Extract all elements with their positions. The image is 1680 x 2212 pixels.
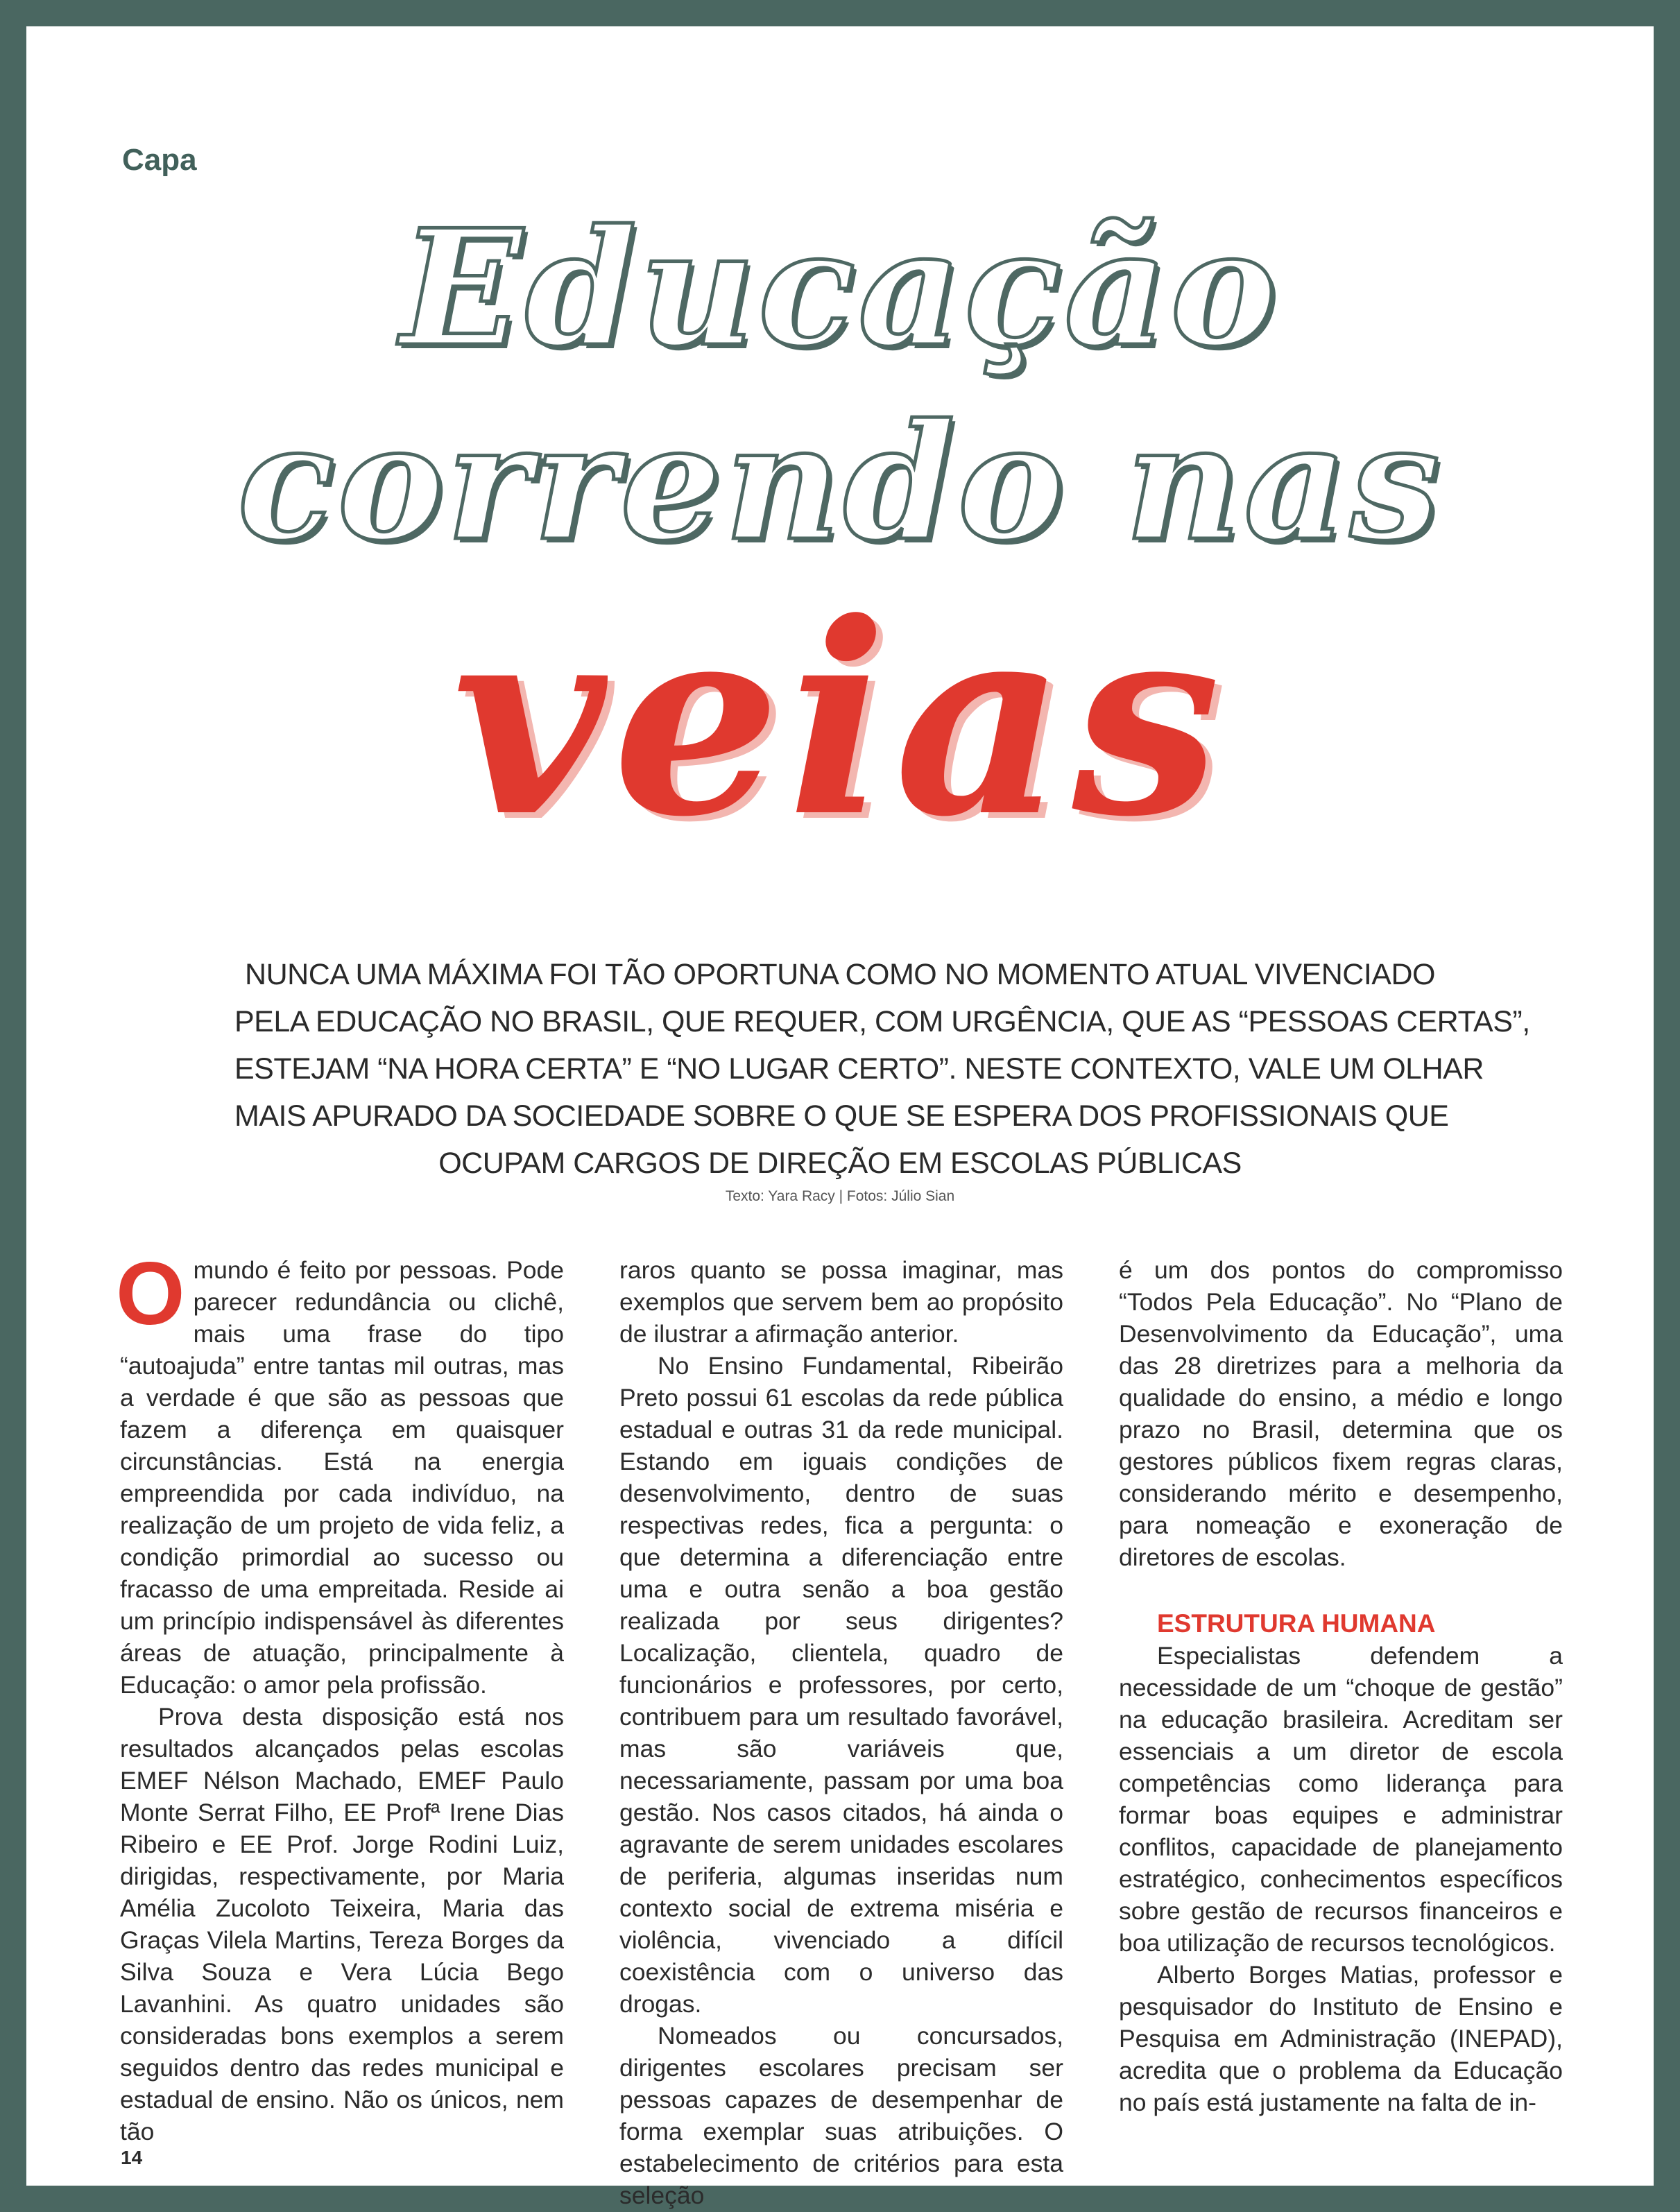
drop-cap: O [116, 1244, 185, 1344]
article-paragraph: raros quanto se possa imaginar, mas exemplos que servem bem ao propósito de ilustrar a afirmação anterior. [619, 1256, 1063, 1348]
article-paragraph: No Ensino Fundamental, Ribeirão Preto possui 61 escolas da rede pública estadual e outras 31 da rede municipal. Estando em iguais condições de desenvolvimento, dentro de suas respectivas redes, fica a pergunta: o que determina a diferenciação entre uma e outra senão a boa gestão realizada por seus dirigentes? Localização, clientela, quadro de funcionários e professores, por certo, contribuem para um resultado favorável, mas são variáveis que, necessariamente, passam por uma boa gestão. Nos casos citados, há ainda o agravante de serem unidades escolares de periferia, algumas inseridas num contexto social de extrema miséria e violência, vivenciado a difícil coexistência com o universo das drogas. [619, 1352, 1063, 2018]
article-column-2 [619, 1254, 1063, 2211]
credits: Texto: Yara Racy | Fotos: Júlio Sian [725, 1188, 955, 1204]
lead-paragraph [234, 951, 1530, 1187]
title-line-1: Educação [400, 195, 1280, 382]
page-number: 14 [121, 2147, 143, 2168]
article-paragraph: Nomeados ou concursados, dirigentes escolares precisam ser pessoas capazes de desempenhar de forma exemplar suas atribuições. O estabelecimento de critérios para esta seleção [619, 2022, 1063, 2209]
article-column-3 [1119, 1254, 1563, 2118]
lead-line: OCUPAM CARGOS DE DIREÇÃO EM ESCOLAS PÚBLICAS [438, 1147, 1242, 1180]
lead-line: ESTEJAM “NA HORA CERTA” E “NO LUGAR CERTO”. NESTE CONTEXTO, VALE UM OLHAR [234, 1052, 1484, 1086]
article-column-1 [116, 1244, 564, 2147]
section-label: Capa [122, 143, 197, 177]
subheading: ESTRUTURA HUMANA [1157, 1609, 1436, 1638]
article-paragraph: Especialistas defendem a necessidade de um “choque de gestão” na educação brasileira. Acreditam ser essenciais a um diretor de escola competências como liderança para formar boas equipes e administrar conflitos, capacidade de planejamento estratégico, conhecimentos específicos sobre gestão de recursos financeiros e boa utilização de recursos tecnológicos. [1119, 1642, 1563, 1957]
title-line-2: correndo nas [237, 389, 1443, 576]
magazine-page [26, 26, 1654, 2209]
lead-line: MAIS APURADO DA SOCIEDADE SOBRE O QUE SE ESPERA DOS PROFISSIONAIS QUE [234, 1099, 1449, 1133]
lead-line: NUNCA UMA MÁXIMA FOI TÃO OPORTUNA COMO NO MOMENTO ATUAL VIVENCIADO [245, 958, 1435, 991]
paragraph-text: mundo é feito por pessoas. Pode parecer redundância ou clichê, mais uma frase do tipo “autoajuda” entre tantas mil outras, mas a verdade é que são as pessoas que fazem a diferença em quaisquer circunstâncias. Está na energia empreendida por cada indivíduo, na realização de um projeto de vida feliz, a condição primordial ao sucesso ou fracasso de uma empreitada. Reside ai um princípio indispensável às diferentes áreas de atuação, principalmente à Educação: o amor pela profissão. [120, 1256, 564, 1699]
lead-line: PELA EDUCAÇÃO NO BRASIL, QUE REQUER, COM URGÊNCIA, QUE AS “PESSOAS CERTAS”, [234, 1005, 1530, 1038]
article-paragraph: Alberto Borges Matias, professor e pesquisador do Instituto de Ensino e Pesquisa em Administração (INEPAD), acredita que o problema da Educação no país está justamente na falta de in- [1119, 1961, 1563, 2116]
article-paragraph: é um dos pontos do compromisso “Todos Pela Educação”. No “Plano de Desenvolvimento da Educação”, uma das 28 diretrizes para a melhoria da qualidade do ensino, a médio e longo prazo no Brasil, determina que os gestores públicos fixem regras claras, considerando mérito e desempenho, para nomeação e exoneração de diretores de escolas. [1119, 1256, 1563, 1571]
article-paragraph: Prova desta disposição está nos resultados alcançados pelas escolas EMEF Nélson Machado, EMEF Paulo Monte Serrat Filho, EE Profª Irene Dias Ribeiro e EE Prof. Jorge Rodini Luiz, dirigidas, respectivamente, por Maria Amélia Zucoloto Teixeira, Maria das Graças Vilela Martins, Tereza Borges da Silva Souza e Vera Lúcia Bego Lavanhini. As quatro unidades são consideradas bons exemplos a serem seguidos dentro das redes municipal e estadual de ensino. Não os únicos, nem tão [120, 1703, 564, 2145]
article-paragraph [116, 1244, 564, 1701]
title-line-3: veias [452, 565, 1228, 875]
